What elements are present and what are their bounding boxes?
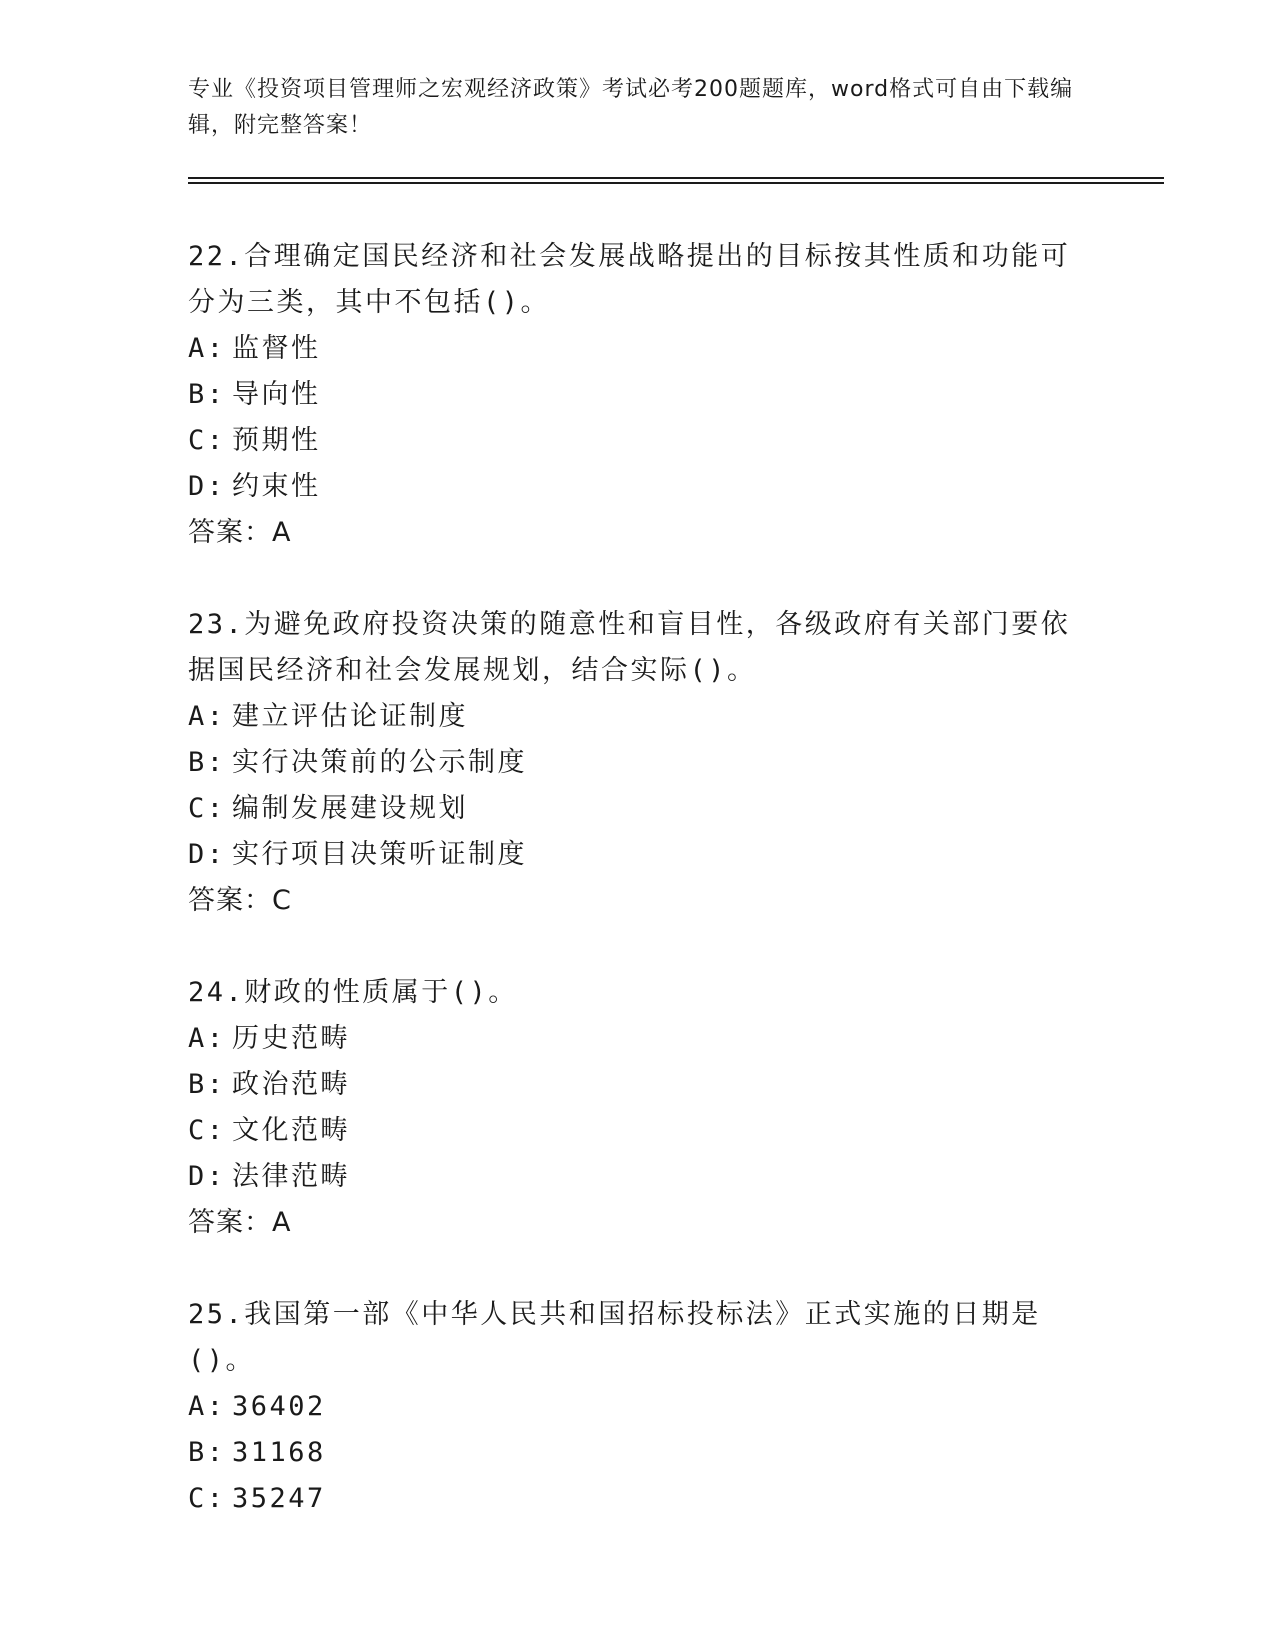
document-header: 专业《投资项目管理师之宏观经济政策》考试必考200题题库，word格式可自由下载编辑，附完整答案！	[188, 77, 1074, 138]
option-text: 实行决策前的公示制度	[232, 747, 527, 778]
option-letter: A:	[188, 1023, 226, 1054]
option-text: 36402	[232, 1391, 326, 1422]
option-a	[188, 1016, 1088, 1062]
option-letter: C:	[188, 1115, 226, 1146]
option-letter: C:	[188, 793, 226, 824]
header-divider-bottom	[188, 182, 1164, 184]
option-d	[188, 1154, 1088, 1200]
option-letter: B:	[188, 747, 226, 778]
option-text: 编制发展建设规划	[232, 793, 468, 824]
option-letter: A:	[188, 333, 226, 364]
option-c	[188, 1108, 1088, 1154]
option-letter: A:	[188, 701, 226, 732]
option-d	[188, 832, 1088, 878]
question-stem: 23.为避免政府投资决策的随意性和盲目性，各级政府有关部门要依据国民经济和社会发展规划，结合实际()。	[188, 609, 1071, 686]
option-c	[188, 418, 1088, 464]
header-divider-top	[188, 177, 1164, 179]
option-text: 预期性	[232, 425, 321, 456]
option-text: 31168	[232, 1437, 326, 1468]
option-letter: D:	[188, 1161, 226, 1192]
option-letter: B:	[188, 1437, 226, 1468]
option-text: 实行项目决策听证制度	[232, 839, 527, 870]
option-text: 监督性	[232, 333, 321, 364]
option-text: 导向性	[232, 379, 321, 410]
option-letter: C:	[188, 425, 226, 456]
option-b	[188, 1430, 1088, 1476]
option-b	[188, 372, 1088, 418]
question-24	[188, 970, 1088, 1246]
option-c	[188, 786, 1088, 832]
option-text: 35247	[232, 1483, 326, 1514]
option-d	[188, 464, 1088, 510]
option-letter: C:	[188, 1483, 226, 1514]
option-a	[188, 1384, 1088, 1430]
option-letter: D:	[188, 839, 226, 870]
answer-line: 答案：A	[188, 517, 292, 548]
option-text: 建立评估论证制度	[232, 701, 468, 732]
question-stem: 25.我国第一部《中华人民共和国招标投标法》正式实施的日期是()。	[188, 1299, 1041, 1376]
option-b	[188, 1062, 1088, 1108]
option-a	[188, 326, 1088, 372]
question-23	[188, 602, 1088, 924]
question-stem: 22.合理确定国民经济和社会发展战略提出的目标按其性质和功能可分为三类，其中不包括()。	[188, 241, 1071, 318]
option-letter: D:	[188, 471, 226, 502]
option-b	[188, 740, 1088, 786]
question-25	[188, 1292, 1088, 1522]
option-c	[188, 1476, 1088, 1522]
option-text: 政治范畴	[232, 1069, 350, 1100]
question-22	[188, 234, 1088, 556]
question-stem: 24.财政的性质属于()。	[188, 977, 518, 1008]
option-letter: B:	[188, 1069, 226, 1100]
option-text: 约束性	[232, 471, 321, 502]
answer-line: 答案：C	[188, 885, 292, 916]
answer-line: 答案：A	[188, 1207, 292, 1238]
option-letter: B:	[188, 379, 226, 410]
option-a	[188, 694, 1088, 740]
option-text: 文化范畴	[232, 1115, 350, 1146]
option-letter: A:	[188, 1391, 226, 1422]
option-text: 历史范畴	[232, 1023, 350, 1054]
option-text: 法律范畴	[232, 1161, 350, 1192]
